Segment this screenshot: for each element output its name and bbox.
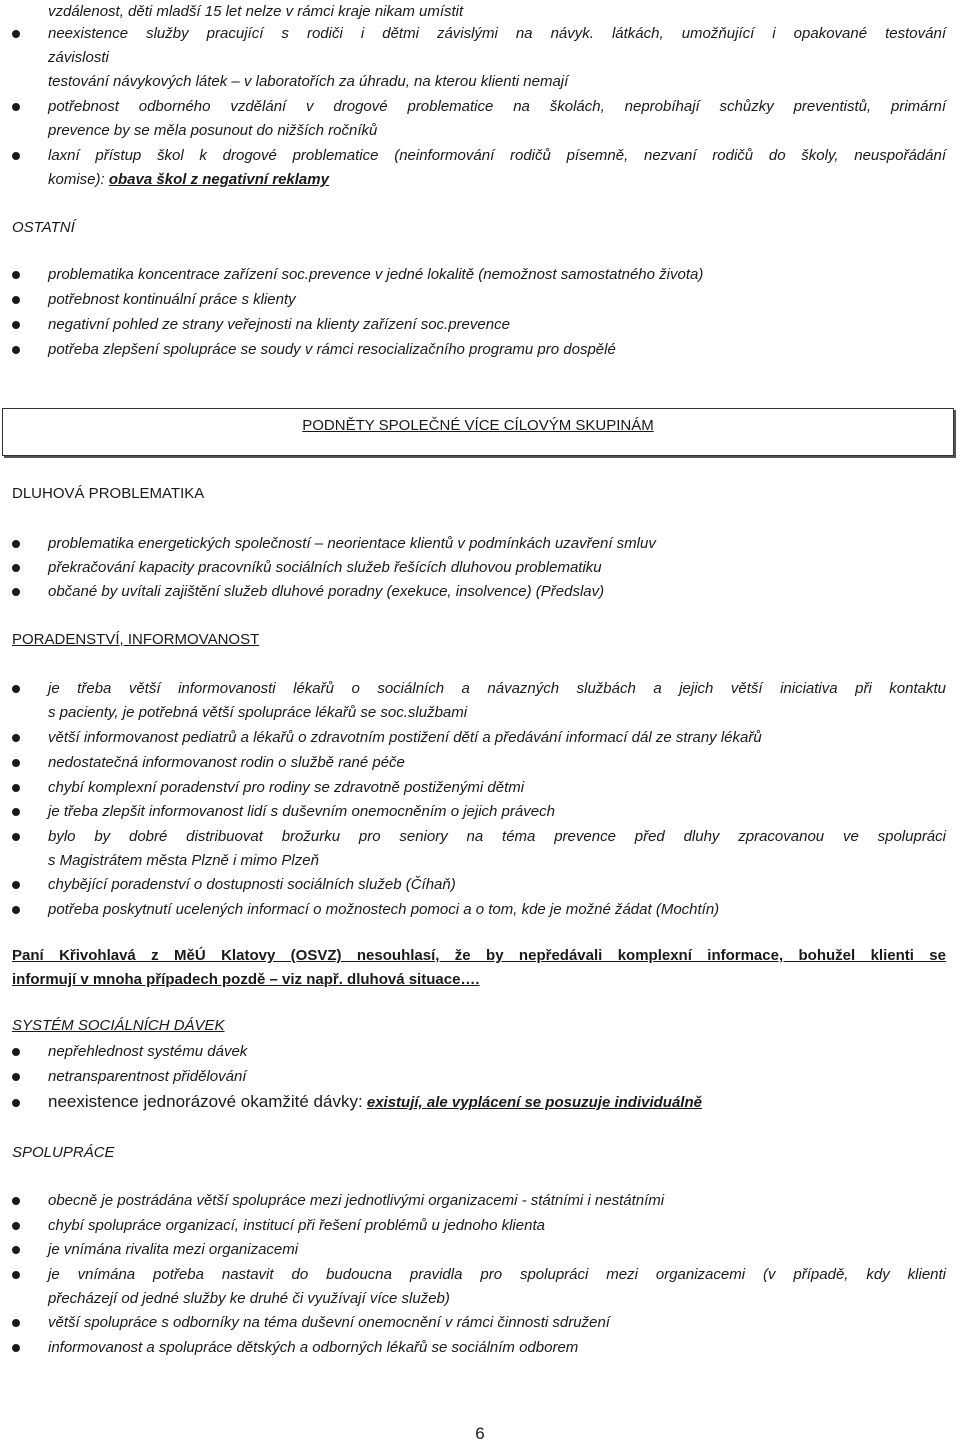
emphasis-text: existují, ale vyplácení se posuzuje individuálně bbox=[366, 1094, 702, 1111]
text: občané by uvítali zajištění služeb dluhové poradny (exekuce, insolvence) (Předslav) bbox=[48, 583, 605, 600]
text: bylo by dobré distribuovat brožurku pro seniory na téma prevence před dluhy zpracovanou ve spolupráci bbox=[48, 828, 946, 845]
text: obecně je postrádána větší spolupráce mezi jednotlivými organizacemi - státními i nestátními bbox=[48, 1192, 665, 1209]
list-item bbox=[48, 1214, 946, 1238]
bullet bbox=[12, 588, 20, 596]
bullet bbox=[12, 1222, 20, 1230]
note-line-2: informují v mnoha případech pozdě – viz např. dluhová situace…. bbox=[12, 971, 480, 988]
list-item-continuation bbox=[48, 46, 946, 70]
list-item bbox=[48, 726, 946, 750]
list-item bbox=[48, 22, 946, 46]
text: závislosti bbox=[48, 49, 109, 66]
bullet bbox=[12, 103, 20, 111]
text: s Magistrátem města Plzně i mimo Plzeň bbox=[48, 852, 319, 869]
text: chybí spolupráce organizací, institucí při řešení problémů u jednoho klienta bbox=[48, 1217, 545, 1234]
list-item bbox=[48, 825, 946, 849]
text: testování návykových látek – v laboratořích za úhradu, na kterou klienti nemají bbox=[48, 73, 569, 90]
text: neexistence jednorázové okamžité dávky: bbox=[48, 1092, 363, 1111]
text: větší informovanost pediatrů a lékařů o zdravotním postižení dětí a předávání informací dál ze strany lékařů bbox=[48, 729, 762, 746]
text: je vnímána potřeba nastavit do budoucna pravidla pro spolupráci mezi organizacemi (v případě, kdy klienti bbox=[48, 1266, 946, 1283]
list-item-continuation bbox=[48, 70, 946, 94]
section-heading: PORADENSTVÍ, INFORMOVANOST bbox=[12, 631, 260, 648]
text: potřebnost odborného vzdělání v drogové problematice na školách, neprobíhají schůzky preventistů, primární bbox=[48, 98, 946, 115]
list-item-continuation bbox=[48, 0, 946, 24]
text: negativní pohled ze strany veřejnosti na klienty zařízení soc.prevence bbox=[48, 316, 510, 333]
list-item-continuation bbox=[48, 849, 946, 873]
text: chybějící poradenství o dostupnosti sociálních služeb (Číhaň) bbox=[48, 876, 456, 893]
bullet bbox=[12, 784, 20, 792]
bullet bbox=[12, 685, 20, 693]
list-item bbox=[48, 288, 946, 312]
list-item bbox=[48, 800, 946, 824]
text: větší spolupráce s odborníky na téma duševní onemocnění v rámci činnosti sdružení bbox=[48, 1314, 610, 1331]
bullet bbox=[12, 540, 20, 548]
bullet bbox=[12, 906, 20, 914]
list-item-continuation bbox=[48, 701, 946, 725]
list-item bbox=[48, 1311, 946, 1335]
list-item bbox=[48, 144, 946, 168]
bullet bbox=[12, 346, 20, 354]
text: překračování kapacity pracovníků sociálních služeb řešících dluhovou problematiku bbox=[48, 559, 602, 576]
text: prevence by se měla posunout do nižších ročníků bbox=[48, 122, 378, 139]
bullet bbox=[12, 1197, 20, 1205]
list-item-continuation bbox=[48, 1287, 946, 1311]
text: potřebnost kontinuální práce s klienty bbox=[48, 291, 296, 308]
section-heading: OSTATNÍ bbox=[12, 219, 75, 236]
list-item bbox=[48, 898, 946, 922]
list-item bbox=[48, 1263, 946, 1287]
list-item-continuation bbox=[48, 119, 946, 143]
bullet bbox=[12, 881, 20, 889]
text: neexistence služby pracující s rodiči i dětmi závislými na návyk. látkách, umožňující i opakované testování bbox=[48, 25, 946, 42]
bullet bbox=[12, 271, 20, 279]
text: komise): bbox=[48, 171, 105, 188]
bullet bbox=[12, 759, 20, 767]
list-item bbox=[48, 263, 946, 287]
list-item bbox=[48, 95, 946, 119]
section-heading: SPOLUPRÁCE bbox=[12, 1144, 115, 1161]
bullet bbox=[12, 808, 20, 816]
text: přecházejí od jedné služby ke druhé či využívají více služeb) bbox=[48, 1290, 450, 1307]
text: potřeba poskytnutí ucelených informací o možnostech pomoci a o tom, kde je možné žádat (Mochtín) bbox=[48, 901, 720, 918]
bullet bbox=[12, 1246, 20, 1254]
section-heading: SYSTÉM SOCIÁLNÍCH DÁVEK bbox=[12, 1017, 225, 1034]
bullet bbox=[12, 296, 20, 304]
bullet bbox=[12, 1271, 20, 1279]
list-item bbox=[48, 532, 946, 556]
list-item bbox=[48, 873, 946, 897]
text: chybí komplexní poradenství pro rodiny se zdravotně postiženými dětmi bbox=[48, 779, 525, 796]
list-item bbox=[48, 1189, 946, 1213]
text: s pacienty, je potřebná větší spolupráce lékařů se soc.službami bbox=[48, 704, 468, 721]
bullet bbox=[12, 833, 20, 841]
text: nepřehlednost systému dávek bbox=[48, 1043, 248, 1060]
list-item bbox=[48, 1090, 946, 1115]
bullet bbox=[12, 1344, 20, 1352]
list-item bbox=[48, 1040, 946, 1064]
list-item bbox=[48, 580, 946, 604]
list-item bbox=[48, 1065, 946, 1089]
list-item bbox=[48, 313, 946, 337]
list-item bbox=[48, 776, 946, 800]
section-box-title: PODNĚTY SPOLEČNÉ VÍCE CÍLOVÝM SKUPINÁM bbox=[2, 408, 954, 456]
text: je vnímána rivalita mezi organizacemi bbox=[48, 1241, 299, 1258]
text: informovanost a spolupráce dětských a odborných lékařů se sociálním odborem bbox=[48, 1339, 579, 1356]
list-item bbox=[48, 1336, 946, 1360]
list-item bbox=[48, 1238, 946, 1262]
list-item-continuation bbox=[48, 168, 946, 192]
list-item bbox=[48, 556, 946, 580]
text: laxní přístup škol k drogové problematice (neinformování rodičů písemně, nezvaní rodičů do školy, neuspořádání bbox=[48, 147, 946, 164]
text: je třeba zlepšit informovanost lidí s duševním onemocněním o jejich právech bbox=[48, 803, 555, 820]
bullet bbox=[12, 564, 20, 572]
note-line-1: Paní Křivohlavá z MěÚ Klatovy (OSVZ) nesouhlasí, že by nepředávali komplexní informace, bohužel klienti se bbox=[12, 947, 946, 964]
text: je třeba větší informovanosti lékařů o sociálních a návazných službách a jejich větší iniciativa při kontaktu bbox=[48, 680, 946, 697]
text: netransparentnost přidělování bbox=[48, 1068, 247, 1085]
bullet bbox=[12, 1048, 20, 1056]
text: potřeba zlepšení spolupráce se soudy v rámci resocializačního programu pro dospělé bbox=[48, 341, 616, 358]
bullet bbox=[12, 1319, 20, 1327]
bullet bbox=[12, 734, 20, 742]
bullet bbox=[12, 1099, 20, 1107]
bullet bbox=[12, 1073, 20, 1081]
emphasis-text: obava škol z negativní reklamy bbox=[108, 171, 329, 188]
list-item bbox=[48, 677, 946, 701]
list-item bbox=[48, 751, 946, 775]
page-number: 6 bbox=[475, 1424, 485, 1443]
text: vzdálenost, děti mladší 15 let nelze v rámci kraje nikam umístit bbox=[48, 3, 464, 20]
text: problematika energetických společností – neorientace klientů v podmínkách uzavření smluv bbox=[48, 535, 656, 552]
section-heading: DLUHOVÁ PROBLEMATIKA bbox=[12, 485, 205, 502]
bullet bbox=[12, 152, 20, 160]
bullet bbox=[12, 321, 20, 329]
list-item bbox=[48, 338, 946, 362]
text: nedostatečná informovanost rodin o službě rané péče bbox=[48, 754, 405, 771]
bullet bbox=[12, 30, 20, 38]
text: problematika koncentrace zařízení soc.prevence v jedné lokalitě (nemožnost samostatného života) bbox=[48, 266, 704, 283]
